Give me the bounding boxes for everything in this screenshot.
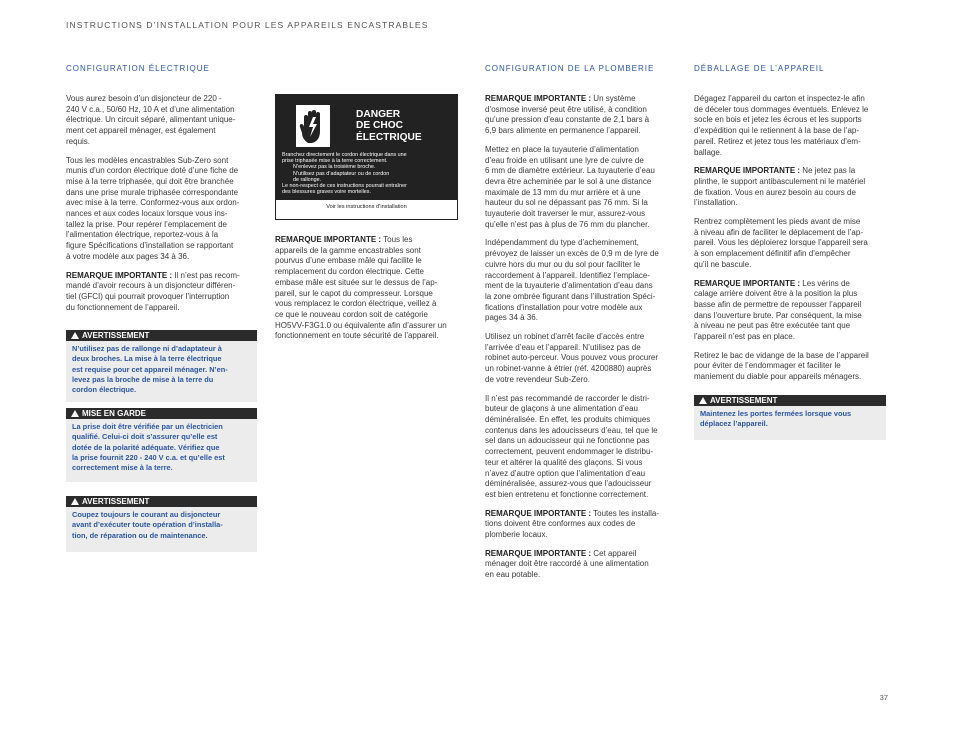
paragraph: Utilisez un robinet d’arrêt facile d’accès entre l’arrivée d’eau et l’appareil. N’utilisez pas de robinet auto-perceur. Vous pouvez vous procurer un robinet-vanne à étrier (réf. 4200880) auprès de votre revendeur Sub-Zero. (485, 332, 658, 384)
warning-box (66, 330, 257, 402)
paragraph: Rentrez complètement les pieds avant de mise à niveau afin de faciliter le déplacement de l’ap- pareil. Vous les déploierez lorsque l’appareil sera à son emplacement définitif afin d’empêcher qu’il ne bascule. (694, 217, 868, 269)
warning-bar: AVERTISSEMENT (694, 395, 886, 406)
paragraph-note: REMARQUE IMPORTANTE : Il n’est pas recom- mandé d’avoir recours à un disjoncteur différen- tiel (GFCI) qui pourrait provoquer l’interruption du fonctionnement de l’appareil. (66, 270, 240, 312)
paragraph: Retirez le bac de vidange de la base de l’appareil pour éviter de l’endommager et faciliter le maniement du diable pour appareils ménagers. (694, 350, 869, 382)
paragraph: Vous aurez besoin d’un disjoncteur de 220 - 240 V c.a., 50/60 Hz, 10 A et d’une alimentation électrique. Un circuit séparé, alimentant unique- ment cet appareil ménager, est également requis. (66, 94, 236, 146)
paragraph-note: REMARQUE IMPORTANTE : Un système d’osmose inversé peut être utilisé, à condition qu’une pression d’eau constante de 2,1 bars à 6,9 bars alimente en permanence l’appareil. (485, 94, 650, 136)
page-header: INSTRUCTIONS D’INSTALLATION POUR LES APPAREILS ENCASTRABLES (66, 20, 429, 30)
paragraph-note: REMARQUE IMPORTANTE : Toutes les installa- tions doivent être conformes aux codes de plomberie locaux. (485, 508, 659, 540)
danger-label (275, 94, 458, 220)
paragraph: Dégagez l’appareil du carton et inspectez-le afin de déceler tous dommages éventuels. Enlevez le socle en bois et jetez les écrous et les supports d’expédition qui le retiennent à la base de l’ap- pareil. Retirez et jetez tous les matériaux d’em- ballage. (694, 94, 869, 157)
column-electrical (66, 94, 266, 321)
warning-box (694, 395, 886, 440)
warning-text: Coupez toujours le courant au disjoncteur avant d’exécuter toute opération d’installa- tion, de réparation ou de maintenance. (72, 510, 223, 540)
caution-box (66, 408, 257, 482)
danger-label-main (276, 107, 457, 147)
page-number: 37 (879, 693, 888, 702)
section-heading-electrical: CONFIGURATION ÉLECTRIQUE (66, 64, 210, 73)
paragraph-note: REMARQUE IMPORTANTE : Ne jetez pas la plinthe, le support antibasculement ni le matériel de fixation. Vous en aurez besoin au cours de l’installation. (694, 166, 866, 208)
paragraph-note: REMARQUE IMPORTANTE : Les vérins de calage arrière doivent être à la position la plus basse afin de permettre de repousser l’appareil dans l’ouverture brute. Par conséquent, la mise à niveau ne peut pas être exécutée tant que l’appareil n’est pas en place. (694, 278, 862, 342)
caution-text: La prise doit être vérifiée par un électricien qualifié. Celui-ci doit s’assurer qu’elle est dotée de la polarité adéquate. Vérifiez que la prise fournit 220 - 240 V c.a. et qu’elle est correctement mise à la terre. (72, 422, 225, 473)
paragraph: Mettez en place la tuyauterie d’alimentation d’eau froide en utilisant une lyre de cuivre de 6 mm de diamètre extérieur. La tuyauterie d’eau devra être acheminée par le sol à une distance maximale de 13 mm du mur arrière et à une hauteur du sol ne dépassant pas 76 mm. Si la tuyauterie doit traverser le mur, assurez-vous qu’elle n’est pas à plus de 76 mm du plancher. (485, 144, 655, 229)
column-plumbing (485, 94, 680, 589)
paragraph: Indépendamment du type d’acheminement, prévoyez de laisser un excès de 0,9 m de lyre de cuivre hors du mur ou du sol pour faciliter le raccordement à l’appareil. Identifiez l’emplace- ment de la tuyauterie d’alimentation d’eau dans la zone ombrée figurant dans l’illustration Spéci- fications d’installation pour votre modèle aux pages 34 à 36. (485, 238, 659, 323)
danger-instructions: Branchez directement le cordon électrique dans une prise triphasée mise à la terre correctement. N’enlevez pas la troisième broche. N’utilisez pas d’adaptateur ou de cordon de rallonge. Le non-respect de ces instructions pourrait entraîner des blessures graves voire mortelles. (276, 147, 457, 200)
warning-box (66, 496, 257, 552)
warning-triangle-icon (71, 498, 79, 505)
electric-shock-icon (296, 105, 330, 147)
section-heading-plumbing: CONFIGURATION DE LA PLOMBERIE (485, 64, 655, 73)
section-heading-unpacking: DÉBALLAGE DE L’APPAREIL (694, 64, 825, 73)
paragraph: Il n’est pas recommandé de raccorder le distri- buteur de glaçons à une alimentation d’eau déminéralisée. En effet, les produits chimiques contenus dans les adoucisseurs d’eau, tel que le sel dans un adoucisseur qui ne fonctionne pas correctement, peuvent endommager le distribu- teur et altérer la qualité des glaçons. Si vous n’avez d’autre option que l’alimentation d’eau déminéralisée, assurez-vous que l’adoucisseur est bien entretenu et fonctionne correctement. (485, 393, 658, 499)
warning-text: Maintenez les portes fermées lorsque vous déplacez l’appareil. (700, 409, 852, 429)
warning-triangle-icon (71, 332, 79, 339)
warning-text: N’utilisez pas de rallonge ni d’adaptateur à deux broches. La mise à la terre électrique est requise pour cet appareil ménager. N’en- levez pas la broche de mise à la terre du cordon électrique. (72, 344, 228, 395)
danger-title: DANGER DE CHOC ÉLECTRIQUE (356, 109, 422, 143)
column-electrical-note (275, 235, 470, 350)
warning-bar: AVERTISSEMENT (66, 330, 257, 341)
warning-triangle-icon (699, 397, 707, 404)
column-unpacking (694, 94, 892, 391)
warning-triangle-icon (71, 410, 79, 417)
caution-bar: MISE EN GARDE (66, 408, 257, 419)
paragraph-note: REMARQUE IMPORTANTE : Cet appareil ménager doit être raccordé à une alimentation en eau potable. (485, 548, 649, 580)
warning-bar: AVERTISSEMENT (66, 496, 257, 507)
paragraph: Tous les modèles encastrables Sub-Zero sont munis d’un cordon électrique doté d’une fiche de mise à la terre triphasée, qui doit être branchée dans une prise murale triphasée correspondante avec mise à la terre. Conformez-vous aux ordon- nances et aux codes locaux lorsque vous ins- tallez la prise. Pour repérer l’emplacement de l’alimentation électrique, reportez-vous à la figure Spécifications d’installation se rapportant à votre modèle aux pages 34 à 36. (66, 155, 240, 261)
paragraph-note: REMARQUE IMPORTANTE : Tous les appareils de la gamme encastrables sont pourvus d’une embase mâle qui facilite le remplacement du cordon électrique. Cette embase mâle est située sur le dessus de l’ap- pareil, sur le capot du compresseur. Lorsque vous remplacez le cordon électrique, veillez à ce que le nouveau cordon soit de catégorie HO5VV-F3G1.0 ou équivalente afin d’assurer un fonctionnement en toute sécurité de l’appareil. (275, 235, 447, 341)
danger-footer: Voir les instructions d’installation (326, 204, 407, 211)
